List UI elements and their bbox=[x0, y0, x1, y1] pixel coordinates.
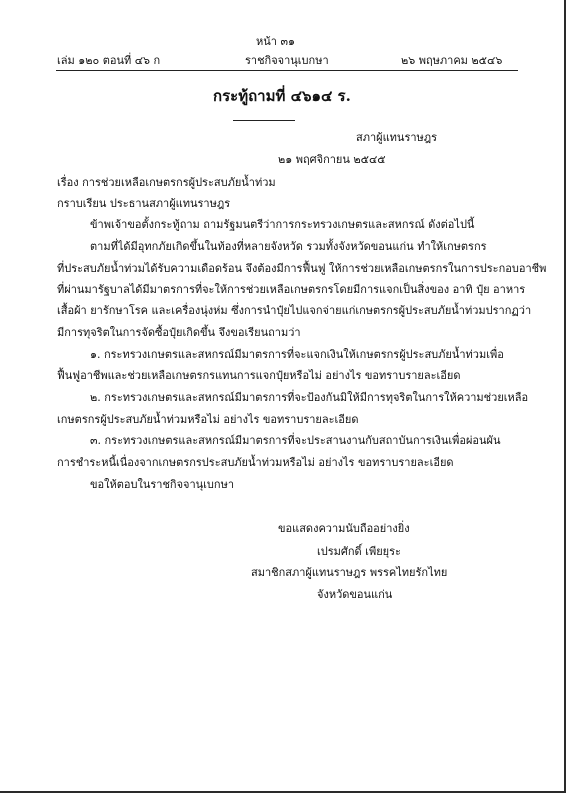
body-line: ตามที่ได้มีอุทกภัยเกิดขึ้นในท้องที่หลายจังหวัด รวมทั้งจังหวัดขอนแก่น ทำให้เกษตรกร bbox=[90, 240, 487, 253]
document-date: ๒๑ พฤศจิกายน ๒๕๔๕ bbox=[278, 153, 386, 166]
closing-phrase: ขอแสดงความนับถืออย่างยิ่ง bbox=[278, 522, 410, 535]
header-divider bbox=[56, 70, 518, 71]
gazette-date: ๒๖ พฤษภาคม ๒๕๔๖ bbox=[401, 54, 503, 67]
body-line: ที่ผ่านมารัฐบาลได้มีมาตรการที่จะให้การช่วยเหลือเกษตรกรโดยมีการแจกเป็นสิ่งของ อาทิ ปุ๋ย อาหาร bbox=[57, 283, 526, 296]
body-line: ที่ประสบภัยน้ำท่วมได้รับความเดือดร้อน จึงต้องมีการฟื้นฟู ให้การช่วยเหลือเกษตรกรในการประกอบอาชีพ bbox=[57, 262, 547, 275]
page-number: หน้า ๓๑ bbox=[256, 35, 295, 48]
organization: สภาผู้แทนราษฎร bbox=[356, 131, 438, 144]
question-2-continued: เกษตรกรผู้ประสบภัยน้ำท่วมหรือไม่ อย่างไร ขอทราบรายละเอียด bbox=[57, 413, 359, 426]
signatory-province: จังหวัดขอนแก่น bbox=[317, 588, 393, 601]
document-title: กระทู้ถามที่ ๔๖๑๔ ร. bbox=[213, 87, 351, 105]
title-underline bbox=[233, 120, 295, 121]
question-1-continued: ฟื้นฟูอาชีพและช่วยเหลือเกษตรกรแทนการแจกปุ๋ยหรือไม่ อย่างไร ขอทราบรายละเอียด bbox=[57, 369, 461, 382]
salutation: กราบเรียน ประธานสภาผู้แทนราษฎร bbox=[57, 197, 231, 210]
body-line: มีการทุจริตในการจัดซื้อปุ๋ยเกิดขึ้น จึงขอเรียนถามว่า bbox=[57, 326, 301, 339]
gazette-volume: เล่ม ๑๒๐ ตอนที่ ๔๖ ก bbox=[57, 54, 161, 67]
signatory-position: สมาชิกสภาผู้แทนราษฎร พรรคไทยรักไทย bbox=[251, 566, 448, 579]
question-3: ๓. กระทรวงเกษตรและสหกรณ์มีมาตรการที่จะประสานงานกับสถาบันการเงินเพื่อผ่อนผัน bbox=[90, 434, 501, 447]
answer-request: ขอให้ตอบในราชกิจจานุเบกษา bbox=[90, 478, 234, 491]
body-line: เสื้อผ้า ยารักษาโรค และเครื่องนุ่งห่ม ซึ่งการนำปุ๋ยไปแจกจ่ายแก่เกษตรกรผู้ประสบภัยน้ำท่วมปรากฏว่า bbox=[57, 304, 532, 317]
subject-line: เรื่อง การช่วยเหลือเกษตรกรผู้ประสบภัยน้ำท่วม bbox=[57, 176, 276, 189]
intro-paragraph: ข้าพเจ้าขอตั้งกระทู้ถาม ถามรัฐมนตรีว่าการกระทรวงเกษตรและสหกรณ์ ดังต่อไปนี้ bbox=[90, 218, 475, 231]
question-1: ๑. กระทรวงเกษตรและสหกรณ์มีมาตรการที่จะแจกเงินให้เกษตรกรผู้ประสบภัยน้ำท่วมเพื่อ bbox=[90, 348, 504, 361]
question-2: ๒. กระทรวงเกษตรและสหกรณ์มีมาตรการที่จะป้องกันมิให้มีการทุจริตในการให้ความช่วยเหลือ bbox=[90, 391, 529, 404]
question-3-continued: การชำระหนี้เนื่องจากเกษตรกรประสบภัยน้ำท่วมหรือไม่ อย่างไร ขอทราบรายละเอียด bbox=[57, 456, 454, 469]
gazette-name: ราชกิจจานุเบกษา bbox=[245, 54, 329, 67]
signatory-name: เปรมศักดิ์ เพียยุระ bbox=[317, 545, 401, 558]
